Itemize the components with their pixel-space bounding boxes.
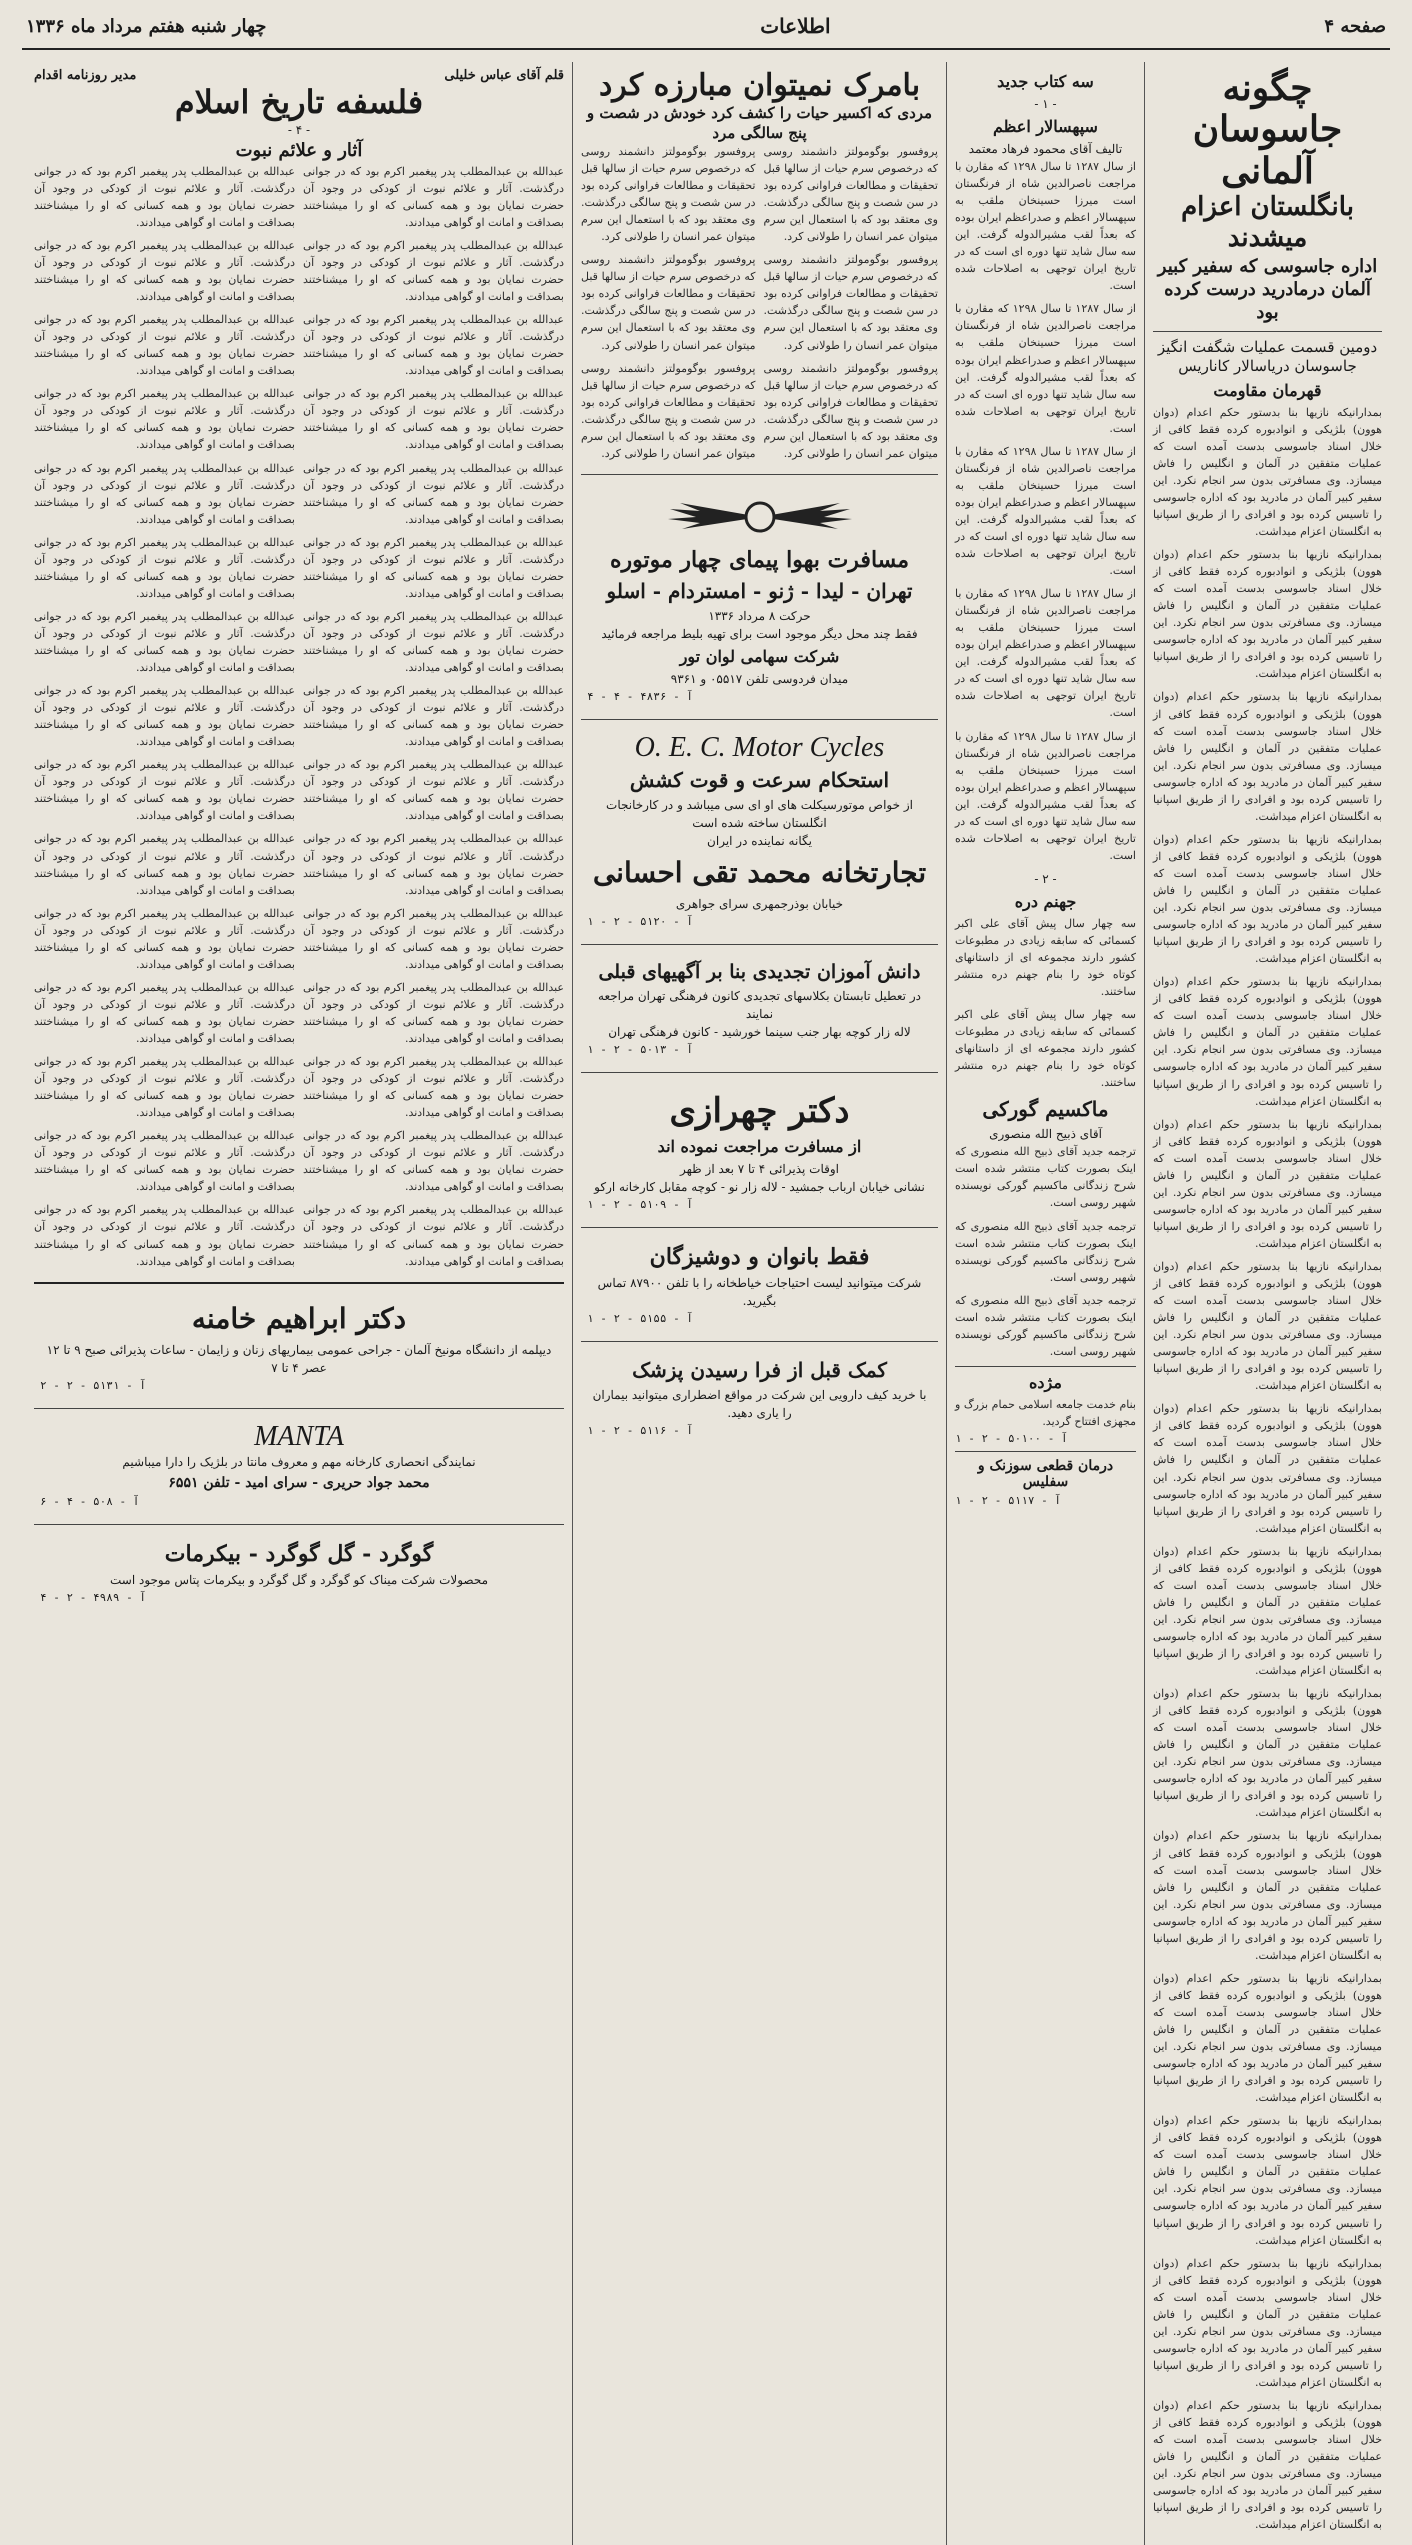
- book3-title: ماکسیم گورکی: [982, 1097, 1109, 1122]
- byline: قلم آقای عباس خلیلی: [444, 68, 564, 83]
- masthead: [22, 8, 1390, 50]
- issue-date: چهار شنبه هفتم مرداد ماه ۱۳۳۶: [26, 15, 267, 37]
- treatment-ad: درمان قطعی سوزنک و سفلیس: [977, 1458, 1114, 1490]
- article-islamic-history: قلم آقای عباس خلیلی مدیر روزنامه اقدام فلسفه تاریخ اسلام - ۴ - آثار و علائم نبوت عبدالله بن عبدالمطلب پدر پیغمبر اکرم بود که در جوانی درگذشت. آثار و علائم نبوت از کودکی در وجود آن حضرت نمایان بود و همه کسانی که او را میشناختند بصداقت و امانت او گواهی میدادند. عبدالله بن عبدالمطلب پدر پیغمبر اکرم بود که در جوانی درگذشت. آثار و علائم نبوت از کودکی در وجود آن حضرت نمایان بود و همه کسانی که او را میشناختند بصداقت و امانت او گواهی میدادند. عبدالله بن عبدالمطلب پدر پیغمبر اکرم بود که در جوانی درگذشت. آثار و علائم نبوت از کودکی در وجود آن حضرت نمایان بود و همه کسانی که او را میشناختند بصداقت و امانت او گواهی میدادند. عبدالله بن عبدالمطلب پدر پیغمبر اکرم بود که در جوانی درگذشت. آثار و علائم نبوت از کودکی در وجود آن حضرت نمایان بود و همه کسانی که او را میشناختند بصداقت و امانت او گواهی میدادند. عبدالله بن عبدالمطلب پدر پیغمبر اکرم بود که در جوانی درگذشت. آثار و علائم نبوت از کودکی در وجود آن حضرت نمایان بود و همه کسانی که او را میشناختند بصداقت و امانت او گواهی میدادند. عبدالله بن عبدالمطلب پدر پیغمبر اکرم بود که در جوانی درگذشت. آثار و علائم نبوت از کودکی در وجود آن حضرت نمایان بود و همه کسانی که او را میشناختند بصداقت و امانت او گواهی میدادند. عبدالله بن عبدالمطلب پدر پیغمبر اکرم بود که در جوانی درگذشت. آثار و علائم نبوت از کودکی در وجود آن حضرت نمایان بود و همه کسانی که او را میشناختند بصداقت و امانت او گواهی میدادند. عبدالله بن عبدالمطلب پدر پیغمبر اکرم بود که در جوانی درگذشت. آثار و علائم نبوت از کودکی در وجود آن حضرت نمایان بود و همه کسانی که او را میشناختند بصداقت و امانت او گواهی میدادند. عبدالله بن عبدالمطلب پدر پیغمبر اکرم بود که در جوانی درگذشت. آثار و علائم نبوت از کودکی در وجود آن حضرت نمایان بود و همه کسانی که او را میشناختند بصداقت و امانت او گواهی میدادند. عبدالله بن عبدالمطلب پدر پیغمبر اکرم بود که در جوانی درگذشت. آثار و علائم نبوت از کودکی در وجود آن حضرت نمایان بود و همه کسانی که او را میشناختند بصداقت و امانت او گواهی میدادند. عبدالله بن عبدالمطلب پدر پیغمبر اکرم بود که در جوانی درگذشت. آثار و علائم نبوت از کودکی در وجود آن حضرت نمایان بود و همه کسانی که او را میشناختند بصداقت و امانت او گواهی میدادند. عبدالله بن عبدالمطلب پدر پیغمبر اکرم بود که در جوانی درگذشت. آثار و علائم نبوت از کودکی در وجود آن حضرت نمایان بود و همه کسانی که او را میشناختند بصداقت و امانت او گواهی میدادند. عبدالله بن عبدالمطلب پدر پیغمبر اکرم بود که در جوانی درگذشت. آثار و علائم نبوت از کودکی در وجود آن حضرت نمایان بود و همه کسانی که او را میشناختند بصداقت و امانت او گواهی میدادند. عبدالله بن عبدالمطلب پدر پیغمبر اکرم بود که در جوانی درگذشت. آثار و علائم نبوت از کودکی در وجود آن حضرت نمایان بود و همه کسانی که او را میشناختند بصداقت و امانت او گواهی میدادند. عبدالله بن عبدالمطلب پدر پیغمبر اکرم بود که در جوانی درگذشت. آثار و علائم نبوت از کودکی در وجود آن حضرت نمایان بود و همه کسانی که او را میشناختند بصداقت و امانت او گواهی میدادند. عبدالله بن عبدالمطلب پدر پیغمبر اکرم بود که در جوانی درگذشت. آثار و علائم نبوت از کودکی در وجود آن حضرت نمایان بود و همه کسانی که او را میشناختند بصداقت و امانت او گواهی میدادند. عبدالله بن عبدالمطلب پدر پیغمبر اکرم بود که در جوانی درگذشت. آثار و علائم نبوت از کودکی در وجود آن حضرت نمایان بود و همه کسانی که او را میشناختند بصداقت و امانت او گواهی میدادند. عبدالله بن عبدالمطلب پدر پیغمبر اکرم بود که در جوانی درگذشت. آثار و علائم نبوت از کودکی در وجود آن حضرت نمایان بود و همه کسانی که او را میشناختند بصداقت و امانت او گواهی میدادند. عبدالله بن عبدالمطلب پدر پیغمبر اکرم بود که در جوانی درگذشت. آثار و علائم نبوت از کودکی در وجود آن حضرت نمایان بود و همه کسانی که او را میشناختند بصداقت و امانت او گواهی میدادند. عبدالله بن عبدالمطلب پدر پیغمبر اکرم بود که در جوانی درگذشت. آثار و علائم نبوت از کودکی در وجود آن حضرت نمایان بود و همه کسانی که او را میشناختند بصداقت و امانت او گواهی میدادند. عبدالله بن عبدالمطلب پدر پیغمبر اکرم بود که در جوانی درگذشت. آثار و علائم نبوت از کودکی در وجود آن حضرت نمایان بود و همه کسانی که او را میشناختند بصداقت و امانت او گواهی میدادند. عبدالله بن عبدالمطلب پدر پیغمبر اکرم بود که در جوانی درگذشت. آثار و علائم نبوت از کودکی در وجود آن حضرت نمایان بود و همه کسانی که او را میشناختند بصداقت و امانت او گواهی میدادند. عبدالله بن عبدالمطلب پدر پیغمبر اکرم بود که در جوانی درگذشت. آثار و علائم نبوت از کودکی در وجود آن حضرت نمایان بود و همه کسانی که او را میشناختند بصداقت و امانت او گواهی میدادند. عبدالله بن عبدالمطلب پدر پیغمبر اکرم بود که در جوانی درگذشت. آثار و علائم نبوت از کودکی در وجود آن حضرت نمایان بود و همه کسانی که او را میشناختند بصداقت و امانت او گواهی میدادند. عبدالله بن عبدالمطلب پدر پیغمبر اکرم بود که در جوانی درگذشت. آثار و علائم نبوت از کودکی در وجود آن حضرت نمایان بود و همه کسانی که او را میشناختند بصداقت و امانت او گواهی میدادند. عبدالله بن عبدالمطلب پدر پیغمبر اکرم بود که در جوانی درگذشت. آثار و علائم نبوت از کودکی در وجود آن حضرت نمایان بود و همه کسانی که او را میشناختند بصداقت و امانت او گواهی میدادند. عبدالله بن عبدالمطلب پدر پیغمبر اکرم بود که در جوانی درگذشت. آثار و علائم نبوت از کودکی در وجود آن حضرت نمایان بود و همه کسانی که او را میشناختند بصداقت و امانت او گواهی میدادند. عبدالله بن عبدالمطلب پدر پیغمبر اکرم بود که در جوانی درگذشت. آثار و علائم نبوت از کودکی در وجود آن حضرت نمایان بود و همه کسانی که او را میشناختند بصداقت و امانت او گواهی میدادند. عبدالله بن عبدالمطلب پدر پیغمبر اکرم بود که در جوانی درگذشت. آثار و علائم نبوت از کودکی در وجود آن حضرت نمایان بود و همه کسانی که او را میشناختند بصداقت و امانت او گواهی میدادند. عبدالله بن عبدالمطلب پدر پیغمبر اکرم بود که در جوانی درگذشت. آثار و علائم نبوت از کودکی در وجود آن حضرت نمایان بود و همه کسانی که او را میشناختند بصداقت و امانت او گواهی میدادند. دکتر ابراهیم خامنه دیپلمه از دانشگاه مونیخ آلمان - جراحی عمومی بیماریهای زنان و زایمان - ساعات پذیرائی صبح ۹ تا ۱۲ عصر ۴ تا ۷ آ - ۵۱۳۱ - ۲ - ۲ MANTA نمایندگی انحصاری کارخانه مهم و معروف مانتا در بلژیک را دارا میباشیم محمد جواد حریری - سرای امید - تلفن ۶۵۵۱ آ - ۵۰۸ - ۴ - ۶ گوگرد - گل گوگرد - بیکرمات محصولات شرکت میناک کو گوگرد و گل گوگرد و بیکرمات پتاس موجود است آ - ۴۹۸۹ - ۲ - ۴: [26, 62, 572, 2545]
- books-header: سه کتاب جدید: [997, 72, 1094, 91]
- winged-logo-icon: [587, 495, 932, 539]
- subheadline: مردی که اکسیر حیات را کشف کرد خودش در شصت و پنج سالگی مرد: [586, 104, 933, 142]
- book3-author: آقای ذبیح الله منصوری: [989, 1127, 1102, 1142]
- article-body: پروفسور بوگومولتز دانشمند روسی که درخصوص سرم حیات از سالها قبل تحقیقات و مطالعات فراوانی کرده بود در سن شصت و پنج سالگی درگذشت. وی معتقد بود که با استعمال این سرم میتوان عمر انسان را طولانی کرد. پروفسور بوگومولتز دانشمند روسی که درخصوص سرم حیات از سالها قبل تحقیقات و مطالعات فراوانی کرده بود در سن شصت و پنج سالگی درگذشت. وی معتقد بود که با استعمال این سرم میتوان عمر انسان را طولانی کرد. پروفسور بوگومولتز دانشمند روسی که درخصوص سرم حیات از سالها قبل تحقیقات و مطالعات فراوانی کرده بود در سن شصت و پنج سالگی درگذشت. وی معتقد بود که با استعمال این سرم میتوان عمر انسان را طولانی کرد. پروفسور بوگومولتز دانشمند روسی که درخصوص سرم حیات از سالها قبل تحقیقات و مطالعات فراوانی کرده بود در سن شصت و پنج سالگی درگذشت. وی معتقد بود که با استعمال این سرم میتوان عمر انسان را طولانی کرد. پروفسور بوگومولتز دانشمند روسی که درخصوص سرم حیات از سالها قبل تحقیقات و مطالعات فراوانی کرده بود در سن شصت و پنج سالگی درگذشت. وی معتقد بود که با استعمال این سرم میتوان عمر انسان را طولانی کرد. پروفسور بوگومولتز دانشمند روسی که درخصوص سرم حیات از سالها قبل تحقیقات و مطالعات فراوانی کرده بود در سن شصت و پنج سالگی درگذشت. وی معتقد بود که با استعمال این سرم میتوان عمر انسان را طولانی کرد.: [581, 145, 938, 460]
- students-ad: دانش آموزان تجدیدی بنا بر آگهیهای قبلی در تعطیل تابستان بکلاسهای تجدیدی کانون فرهنگی تهران مراجعه نمایند لاله زار کوچه بهار جنب سینما خورشید - کانون فرهنگی تهران آ - ۵۰۱۳ - ۲ - ۱: [587, 960, 921, 1056]
- sulfur-ad: گوگرد - گل گوگرد - بیکرمات محصولات شرکت میناک کو گوگرد و گل گوگرد و بیکرمات پتاس موجود است آ - ۴۹۸۹ - ۲ - ۴: [40, 1540, 489, 1604]
- airline-ad: مسافرت بهوا پیمای چهار موتوره تهران - لیدا - ژنو - امستردام - اسلو حرکت ۸ مرداد ۱۳۳۶ فقط چند محل دیگر موجود است برای تهیه بلیط مراجعه فرمائید شرکت سهامی لوان تور میدان فردوسی تلفن ۰۵۵۱۷ و ۹۳۶۱ آ - ۴۸۳۶ - ۴ - ۴: [581, 481, 938, 713]
- article-new-books: سه کتاب جدید - ۱ - سپهسالار اعظم تالیف آقای محمود فرهاد معتمد از سال ۱۲۸۷ تا سال ۱۲۹۸ که مقارن با مراجعت ناصرالدین شاه از فرنگستان است میرزا حسینخان ملقب به سپهسالار اعظم و صدراعظم ایران بوده که بعداً لقب مشیرالدوله گرفت. این سه سال شاید تنها دوره ای است که در تاریخ ایران توجهی به اصلاحات شده است. از سال ۱۲۸۷ تا سال ۱۲۹۸ که مقارن با مراجعت ناصرالدین شاه از فرنگستان است میرزا حسینخان ملقب به سپهسالار اعظم و صدراعظم ایران بوده که بعداً لقب مشیرالدوله گرفت. این سه سال شاید تنها دوره ای است که در تاریخ ایران توجهی به اصلاحات شده است. از سال ۱۲۸۷ تا سال ۱۲۹۸ که مقارن با مراجعت ناصرالدین شاه از فرنگستان است میرزا حسینخان ملقب به سپهسالار اعظم و صدراعظم ایران بوده که بعداً لقب مشیرالدوله گرفت. این سه سال شاید تنها دوره ای است که در تاریخ ایران توجهی به اصلاحات شده است. از سال ۱۲۸۷ تا سال ۱۲۹۸ که مقارن با مراجعت ناصرالدین شاه از فرنگستان است میرزا حسینخان ملقب به سپهسالار اعظم و صدراعظم ایران بوده که بعداً لقب مشیرالدوله گرفت. این سه سال شاید تنها دوره ای است که در تاریخ ایران توجهی به اصلاحات شده است. از سال ۱۲۸۷ تا سال ۱۲۹۸ که مقارن با مراجعت ناصرالدین شاه از فرنگستان است میرزا حسینخان ملقب به سپهسالار اعظم و صدراعظم ایران بوده که بعداً لقب مشیرالدوله گرفت. این سه سال شاید تنها دوره ای است که در تاریخ ایران توجهی به اصلاحات شده است. - ۲ - جهنم دره سه چهار سال پیش آقای علی اکبر کسمائی که سابقه زیادی در مطبوعات کشور دارند مجموعه ای از داستانهای کوتاه خود را بنام جهنم دره منتشر ساختند. سه چهار سال پیش آقای علی اکبر کسمائی که سابقه زیادی در مطبوعات کشور دارند مجموعه ای از داستانهای کوتاه خود را بنام جهنم دره منتشر ساختند. ماکسیم گورکی آقای ذبیح الله منصوری ترجمه جدید آقای ذبیح الله منصوری که اینک بصورت کتاب منتشر شده است شرح زندگانی ماکسیم گورکی نویسنده شهیر روسی است. ترجمه جدید آقای ذبیح الله منصوری که اینک بصورت کتاب منتشر شده است شرح زندگانی ماکسیم گورکی نویسنده شهیر روسی است. ترجمه جدید آقای ذبیح الله منصوری که اینک بصورت کتاب منتشر شده است شرح زندگانی ماکسیم گورکی نویسنده شهیر روسی است. مژده بنام خدمت جامعه اسلامی حمام بزرگ و مجهزی افتتاح گردید. آ - ۵۰۱۰۰ - ۲ - ۱ درمان قطعی سوزنک و سفلیس آ - ۵۱۱۷ - ۲ - ۱: [946, 62, 1144, 2545]
- headline: چگونه جاسوسان آلمانی: [1192, 67, 1343, 192]
- manta-ad: MANTA نمایندگی انحصاری کارخانه مهم و معروف مانتا در بلژیک را دارا میباشیم محمد جواد حریری - سرای امید - تلفن ۶۵۵۱ آ - ۵۰۸ - ۴ - ۶: [34, 1415, 564, 1518]
- brand-name: MANTA: [254, 1420, 344, 1452]
- article-bismarck: [572, 62, 946, 2545]
- article-german-spies: [1144, 62, 1390, 2545]
- doctor-chehrazi-ad: دکتر چهرازی از مسافرت مراجعت نموده اند اوقات پذیرائی ۴ تا ۷ بعد از ظهر نشانی خیابان ارباب جمشید - لاله زار نو - کوچه مقابل کارخانه ارکو آ - ۵۱۰۹ - ۲ - ۱: [587, 1090, 925, 1211]
- part-line: دومین قسمت عملیات شگفت انگیز جاسوسان دریاسالار کاناریس: [1157, 337, 1378, 376]
- headline: بامرک نمیتوان مبارزه کرد: [598, 68, 921, 103]
- book1-author: تالیف آقای محمود فرهاد معتمد: [968, 142, 1123, 156]
- article-body: بمدارانیکه نازیها بنا بدستور حکم اعدام (دوان هوون) بلژیکی و انوادبوره کرده فقط کافی از خلال اسناد جاسوسی بدست آمده است که عملیات متفقین در آلمان و انگلیس را فاش میسازد. وی مسافرتی بدون سر انجام نکرد. این سفیر کبیر آلمان در مادرید بود که اداره جاسوسی را تاسیس کرده بود و افرادی را از طریق اسپانیا به انگلستان اعزام میداشت. بمدارانیکه نازیها بنا بدستور حکم اعدام (دوان هوون) بلژیکی و انوادبوره کرده فقط کافی از خلال اسناد جاسوسی بدست آمده است که عملیات متفقین در آلمان و انگلیس را فاش میسازد. وی مسافرتی بدون سر انجام نکرد. این سفیر کبیر آلمان در مادرید بود که اداره جاسوسی را تاسیس کرده بود و افرادی را از طریق اسپانیا به انگلستان اعزام میداشت. بمدارانیکه نازیها بنا بدستور حکم اعدام (دوان هوون) بلژیکی و انوادبوره کرده فقط کافی از خلال اسناد جاسوسی بدست آمده است که عملیات متفقین در آلمان و انگلیس را فاش میسازد. وی مسافرتی بدون سر انجام نکرد. این سفیر کبیر آلمان در مادرید بود که اداره جاسوسی را تاسیس کرده بود و افرادی را از طریق اسپانیا به انگلستان اعزام میداشت. بمدارانیکه نازیها بنا بدستور حکم اعدام (دوان هوون) بلژیکی و انوادبوره کرده فقط کافی از خلال اسناد جاسوسی بدست آمده است که عملیات متفقین در آلمان و انگلیس را فاش میسازد. وی مسافرتی بدون سر انجام نکرد. این سفیر کبیر آلمان در مادرید بود که اداره جاسوسی را تاسیس کرده بود و افرادی را از طریق اسپانیا به انگلستان اعزام میداشت. بمدارانیکه نازیها بنا بدستور حکم اعدام (دوان هوون) بلژیکی و انوادبوره کرده فقط کافی از خلال اسناد جاسوسی بدست آمده است که عملیات متفقین در آلمان و انگلیس را فاش میسازد. وی مسافرتی بدون سر انجام نکرد. این سفیر کبیر آلمان در مادرید بود که اداره جاسوسی را تاسیس کرده بود و افرادی را از طریق اسپانیا به انگلستان اعزام میداشت. بمدارانیکه نازیها بنا بدستور حکم اعدام (دوان هوون) بلژیکی و انوادبوره کرده فقط کافی از خلال اسناد جاسوسی بدست آمده است که عملیات متفقین در آلمان و انگلیس را فاش میسازد. وی مسافرتی بدون سر انجام نکرد. این سفیر کبیر آلمان در مادرید بود که اداره جاسوسی را تاسیس کرده بود و افرادی را از طریق اسپانیا به انگلستان اعزام میداشت. بمدارانیکه نازیها بنا بدستور حکم اعدام (دوان هوون) بلژیکی و انوادبوره کرده فقط کافی از خلال اسناد جاسوسی بدست آمده است که عملیات متفقین در آلمان و انگلیس را فاش میسازد. وی مسافرتی بدون سر انجام نکرد. این سفیر کبیر آلمان در مادرید بود که اداره جاسوسی را تاسیس کرده بود و افرادی را از طریق اسپانیا به انگلستان اعزام میداشت. بمدارانیکه نازیها بنا بدستور حکم اعدام (دوان هوون) بلژیکی و انوادبوره کرده فقط کافی از خلال اسناد جاسوسی بدست آمده است که عملیات متفقین در آلمان و انگلیس را فاش میسازد. وی مسافرتی بدون سر انجام نکرد. این سفیر کبیر آلمان در مادرید بود که اداره جاسوسی را تاسیس کرده بود و افرادی را از طریق اسپانیا به انگلستان اعزام میداشت. بمدارانیکه نازیها بنا بدستور حکم اعدام (دوان هوون) بلژیکی و انوادبوره کرده فقط کافی از خلال اسناد جاسوسی بدست آمده است که عملیات متفقین در آلمان و انگلیس را فاش میسازد. وی مسافرتی بدون سر انجام نکرد. این سفیر کبیر آلمان در مادرید بود که اداره جاسوسی را تاسیس کرده بود و افرادی را از طریق اسپانیا به انگلستان اعزام میداشت. بمدارانیکه نازیها بنا بدستور حکم اعدام (دوان هوون) بلژیکی و انوادبوره کرده فقط کافی از خلال اسناد جاسوسی بدست آمده است که عملیات متفقین در آلمان و انگلیس را فاش میسازد. وی مسافرتی بدون سر انجام نکرد. این سفیر کبیر آلمان در مادرید بود که اداره جاسوسی را تاسیس کرده بود و افرادی را از طریق اسپانیا به انگلستان اعزام میداشت. بمدارانیکه نازیها بنا بدستور حکم اعدام (دوان هوون) بلژیکی و انوادبوره کرده فقط کافی از خلال اسناد جاسوسی بدست آمده است که عملیات متفقین در آلمان و انگلیس را فاش میسازد. وی مسافرتی بدون سر انجام نکرد. این سفیر کبیر آلمان در مادرید بود که اداره جاسوسی را تاسیس کرده بود و افرادی را از طریق اسپانیا به انگلستان اعزام میداشت. بمدارانیکه نازیها بنا بدستور حکم اعدام (دوان هوون) بلژیکی و انوادبوره کرده فقط کافی از خلال اسناد جاسوسی بدست آمده است که عملیات متفقین در آلمان و انگلیس را فاش میسازد. وی مسافرتی بدون سر انجام نکرد. این سفیر کبیر آلمان در مادرید بود که اداره جاسوسی را تاسیس کرده بود و افرادی را از طریق اسپانیا به انگلستان اعزام میداشت. بمدارانیکه نازیها بنا بدستور حکم اعدام (دوان هوون) بلژیکی و انوادبوره کرده فقط کافی از خلال اسناد جاسوسی بدست آمده است که عملیات متفقین در آلمان و انگلیس را فاش میسازد. وی مسافرتی بدون سر انجام نکرد. این سفیر کبیر آلمان در مادرید بود که اداره جاسوسی را تاسیس کرده بود و افرادی را از طریق اسپانیا به انگلستان اعزام میداشت. بمدارانیکه نازیها بنا بدستور حکم اعدام (دوان هوون) بلژیکی و انوادبوره کرده فقط کافی از خلال اسناد جاسوسی بدست آمده است که عملیات متفقین در آلمان و انگلیس را فاش میسازد. وی مسافرتی بدون سر انجام نکرد. این سفیر کبیر آلمان در مادرید بود که اداره جاسوسی را تاسیس کرده بود و افرادی را از طریق اسپانیا به انگلستان اعزام میداشت. بمدارانیکه نازیها بنا بدستور حکم اعدام (دوان هوون) بلژیکی و انوادبوره کرده فقط کافی از خلال اسناد جاسوسی بدست آمده است که عملیات متفقین در آلمان و انگلیس را فاش میسازد. وی مسافرتی بدون سر انجام نکرد. این سفیر کبیر آلمان در مادرید بود که اداره جاسوسی را تاسیس کرده بود و افرادی را از طریق اسپانیا به انگلستان اعزام میداشت.: [1153, 405, 1382, 2532]
- headline-2: بانگلستان اعزام میشدند: [1181, 192, 1354, 254]
- article-body: عبدالله بن عبدالمطلب پدر پیغمبر اکرم بود که در جوانی درگذشت. آثار و علائم نبوت از کودکی در وجود آن حضرت نمایان بود و همه کسانی که او را میشناختند بصداقت و امانت او گواهی میدادند. عبدالله بن عبدالمطلب پدر پیغمبر اکرم بود که در جوانی درگذشت. آثار و علائم نبوت از کودکی در وجود آن حضرت نمایان بود و همه کسانی که او را میشناختند بصداقت و امانت او گواهی میدادند. عبدالله بن عبدالمطلب پدر پیغمبر اکرم بود که در جوانی درگذشت. آثار و علائم نبوت از کودکی در وجود آن حضرت نمایان بود و همه کسانی که او را میشناختند بصداقت و امانت او گواهی میدادند. عبدالله بن عبدالمطلب پدر پیغمبر اکرم بود که در جوانی درگذشت. آثار و علائم نبوت از کودکی در وجود آن حضرت نمایان بود و همه کسانی که او را میشناختند بصداقت و امانت او گواهی میدادند. عبدالله بن عبدالمطلب پدر پیغمبر اکرم بود که در جوانی درگذشت. آثار و علائم نبوت از کودکی در وجود آن حضرت نمایان بود و همه کسانی که او را میشناختند بصداقت و امانت او گواهی میدادند. عبدالله بن عبدالمطلب پدر پیغمبر اکرم بود که در جوانی درگذشت. آثار و علائم نبوت از کودکی در وجود آن حضرت نمایان بود و همه کسانی که او را میشناختند بصداقت و امانت او گواهی میدادند. عبدالله بن عبدالمطلب پدر پیغمبر اکرم بود که در جوانی درگذشت. آثار و علائم نبوت از کودکی در وجود آن حضرت نمایان بود و همه کسانی که او را میشناختند بصداقت و امانت او گواهی میدادند. عبدالله بن عبدالمطلب پدر پیغمبر اکرم بود که در جوانی درگذشت. آثار و علائم نبوت از کودکی در وجود آن حضرت نمایان بود و همه کسانی که او را میشناختند بصداقت و امانت او گواهی میدادند. عبدالله بن عبدالمطلب پدر پیغمبر اکرم بود که در جوانی درگذشت. آثار و علائم نبوت از کودکی در وجود آن حضرت نمایان بود و همه کسانی که او را میشناختند بصداقت و امانت او گواهی میدادند. عبدالله بن عبدالمطلب پدر پیغمبر اکرم بود که در جوانی درگذشت. آثار و علائم نبوت از کودکی در وجود آن حضرت نمایان بود و همه کسانی که او را میشناختند بصداقت و امانت او گواهی میدادند. عبدالله بن عبدالمطلب پدر پیغمبر اکرم بود که در جوانی درگذشت. آثار و علائم نبوت از کودکی در وجود آن حضرت نمایان بود و همه کسانی که او را میشناختند بصداقت و امانت او گواهی میدادند. عبدالله بن عبدالمطلب پدر پیغمبر اکرم بود که در جوانی درگذشت. آثار و علائم نبوت از کودکی در وجود آن حضرت نمایان بود و همه کسانی که او را میشناختند بصداقت و امانت او گواهی میدادند. عبدالله بن عبدالمطلب پدر پیغمبر اکرم بود که در جوانی درگذشت. آثار و علائم نبوت از کودکی در وجود آن حضرت نمایان بود و همه کسانی که او را میشناختند بصداقت و امانت او گواهی میدادند. عبدالله بن عبدالمطلب پدر پیغمبر اکرم بود که در جوانی درگذشت. آثار و علائم نبوت از کودکی در وجود آن حضرت نمایان بود و همه کسانی که او را میشناختند بصداقت و امانت او گواهی میدادند. عبدالله بن عبدالمطلب پدر پیغمبر اکرم بود که در جوانی درگذشت. آثار و علائم نبوت از کودکی در وجود آن حضرت نمایان بود و همه کسانی که او را میشناختند بصداقت و امانت او گواهی میدادند. عبدالله بن عبدالمطلب پدر پیغمبر اکرم بود که در جوانی درگذشت. آثار و علائم نبوت از کودکی در وجود آن حضرت نمایان بود و همه کسانی که او را میشناختند بصداقت و امانت او گواهی میدادند. عبدالله بن عبدالمطلب پدر پیغمبر اکرم بود که در جوانی درگذشت. آثار و علائم نبوت از کودکی در وجود آن حضرت نمایان بود و همه کسانی که او را میشناختند بصداقت و امانت او گواهی میدادند. عبدالله بن عبدالمطلب پدر پیغمبر اکرم بود که در جوانی درگذشت. آثار و علائم نبوت از کودکی در وجود آن حضرت نمایان بود و همه کسانی که او را میشناختند بصداقت و امانت او گواهی میدادند. عبدالله بن عبدالمطلب پدر پیغمبر اکرم بود که در جوانی درگذشت. آثار و علائم نبوت از کودکی در وجود آن حضرت نمایان بود و همه کسانی که او را میشناختند بصداقت و امانت او گواهی میدادند. عبدالله بن عبدالمطلب پدر پیغمبر اکرم بود که در جوانی درگذشت. آثار و علائم نبوت از کودکی در وجود آن حضرت نمایان بود و همه کسانی که او را میشناختند بصداقت و امانت او گواهی میدادند. عبدالله بن عبدالمطلب پدر پیغمبر اکرم بود که در جوانی درگذشت. آثار و علائم نبوت از کودکی در وجود آن حضرت نمایان بود و همه کسانی که او را میشناختند بصداقت و امانت او گواهی میدادند. عبدالله بن عبدالمطلب پدر پیغمبر اکرم بود که در جوانی درگذشت. آثار و علائم نبوت از کودکی در وجود آن حضرت نمایان بود و همه کسانی که او را میشناختند بصداقت و امانت او گواهی میدادند. عبدالله بن عبدالمطلب پدر پیغمبر اکرم بود که در جوانی درگذشت. آثار و علائم نبوت از کودکی در وجود آن حضرت نمایان بود و همه کسانی که او را میشناختند بصداقت و امانت او گواهی میدادند. عبدالله بن عبدالمطلب پدر پیغمبر اکرم بود که در جوانی درگذشت. آثار و علائم نبوت از کودکی در وجود آن حضرت نمایان بود و همه کسانی که او را میشناختند بصداقت و امانت او گواهی میدادند. عبدالله بن عبدالمطلب پدر پیغمبر اکرم بود که در جوانی درگذشت. آثار و علائم نبوت از کودکی در وجود آن حضرت نمایان بود و همه کسانی که او را میشناختند بصداقت و امانت او گواهی میدادند. عبدالله بن عبدالمطلب پدر پیغمبر اکرم بود که در جوانی درگذشت. آثار و علائم نبوت از کودکی در وجود آن حضرت نمایان بود و همه کسانی که او را میشناختند بصداقت و امانت او گواهی میدادند. عبدالله بن عبدالمطلب پدر پیغمبر اکرم بود که در جوانی درگذشت. آثار و علائم نبوت از کودکی در وجود آن حضرت نمایان بود و همه کسانی که او را میشناختند بصداقت و امانت او گواهی میدادند. عبدالله بن عبدالمطلب پدر پیغمبر اکرم بود که در جوانی درگذشت. آثار و علائم نبوت از کودکی در وجود آن حضرت نمایان بود و همه کسانی که او را میشناختند بصداقت و امانت او گواهی میدادند. عبدالله بن عبدالمطلب پدر پیغمبر اکرم بود که در جوانی درگذشت. آثار و علائم نبوت از کودکی در وجود آن حضرت نمایان بود و همه کسانی که او را میشناختند بصداقت و امانت او گواهی میدادند. عبدالله بن عبدالمطلب پدر پیغمبر اکرم بود که در جوانی درگذشت. آثار و علائم نبوت از کودکی در وجود آن حضرت نمایان بود و همه کسانی که او را میشناختند بصداقت و امانت او گواهی میدادند.: [34, 164, 564, 1268]
- book1-title: سپهسالار اعظم: [993, 117, 1098, 136]
- book2-title: جهنم دره: [1014, 891, 1077, 911]
- page-number: صفحه ۴: [1324, 15, 1386, 37]
- paper-name: اطلاعات: [760, 14, 831, 38]
- women-ad: فقط بانوان و دوشیزگان شرکت میتوانید لیست احتیاجات خیاطخانه را با تلفن ۸۷۹۰۰ تماس بگیرید. آ - ۵۱۵۵ - ۲ - ۱: [587, 1243, 922, 1325]
- brand-name: O. E. C. Motor Cycles: [634, 731, 885, 763]
- motorcycle-ad: O. E. C. Motor Cycles استحکام سرعت و قوت کشش از خواص موتورسیکلت های او ای سی میباشد و در کارخانجات انگلستان ساخته شده است یگانه نماینده در ایران تجارتخانه محمد تقی احسانی خیابان بوذرجمهری سرای جواهری آ - ۵۱۲۰ - ۲ - ۱: [581, 726, 938, 938]
- notice-title: مژده: [1029, 1372, 1062, 1392]
- deck: اداره جاسوسی که سفیر کبیر آلمان درمادرید درست کرده بود: [1157, 255, 1378, 324]
- section-heading: قهرمان مقاومت: [1213, 380, 1322, 400]
- headline: فلسفه تاریخ اسلام: [174, 83, 424, 121]
- subheadline: آثار و علائم نبوت: [235, 140, 363, 162]
- first-aid-ad: کمک قبل از فرا رسیدن پزشک با خرید کیف دارویی این شرکت در مواقع اضطراری میتوانید بیماران را یاری دهید. آ - ۵۱۱۶ - ۲ - ۱: [587, 1357, 927, 1437]
- doctor-khamene-ad: دکتر ابراهیم خامنه دیپلمه از دانشگاه مونیخ آلمان - جراحی عمومی بیماریهای زنان و زایمان - ساعات پذیرائی صبح ۹ تا ۱۲ عصر ۴ تا ۷ آ - ۵۱۳۱ - ۲ - ۲: [40, 1301, 552, 1392]
- byline-role: مدیر روزنامه اقدام: [34, 68, 137, 83]
